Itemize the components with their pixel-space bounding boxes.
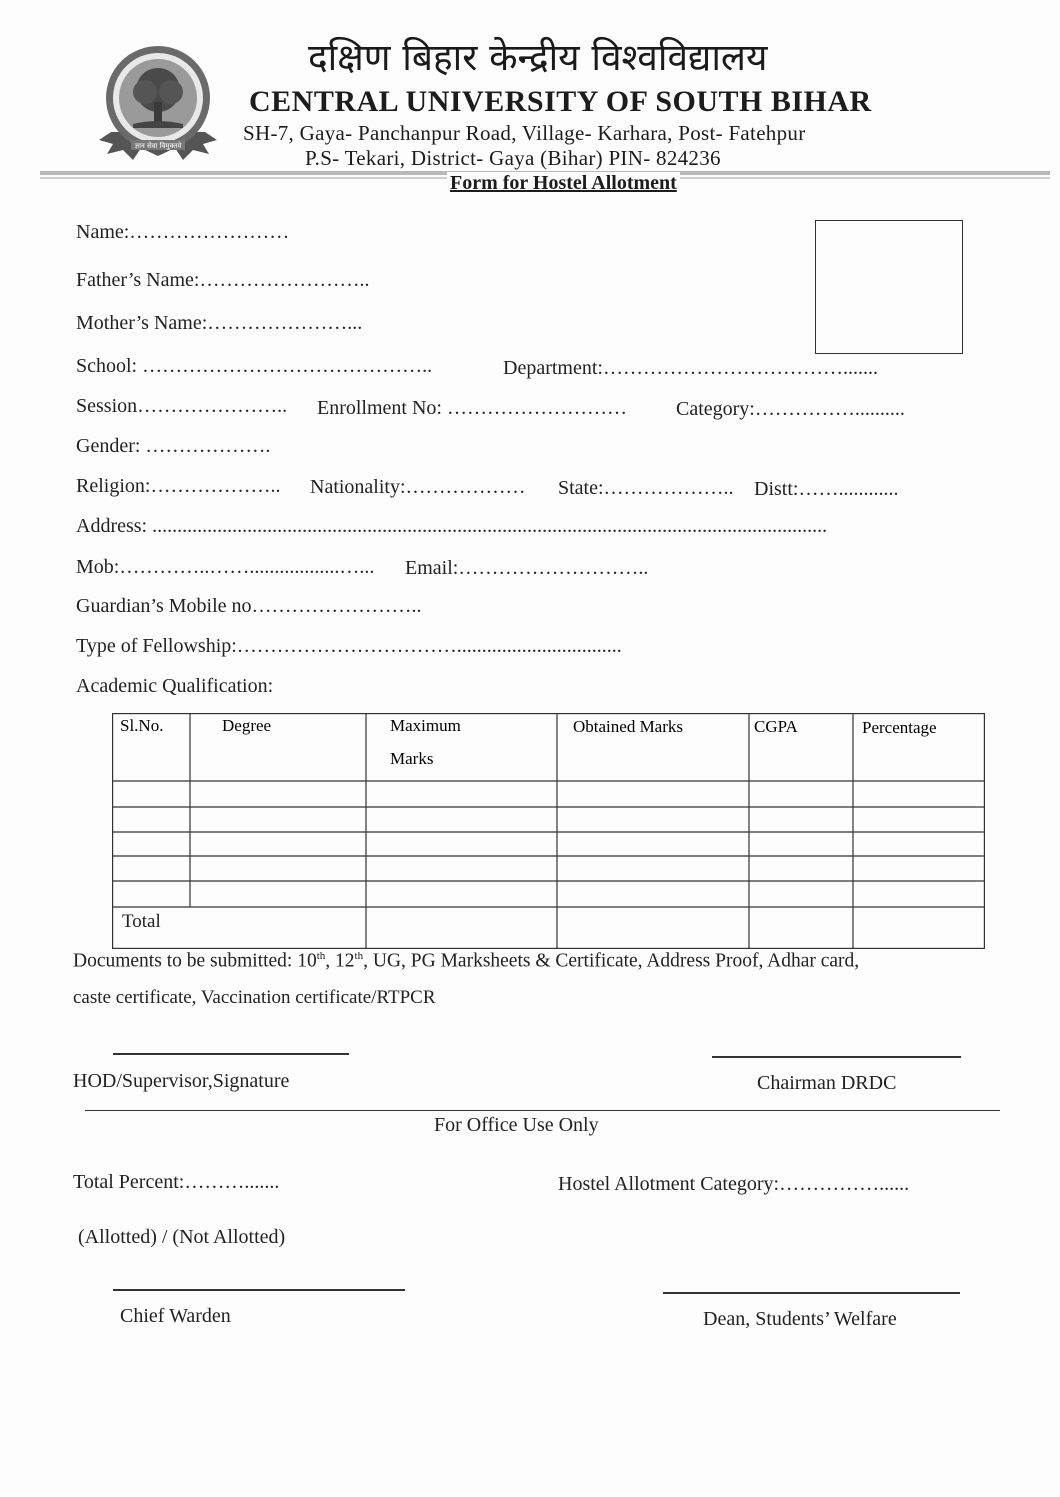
header-maximum: Maximum [390, 716, 461, 735]
office-use-label: For Office Use Only [434, 1114, 599, 1136]
hostel-category-field[interactable]: Hostel Allotment Category:……………...... [558, 1173, 910, 1195]
photo-box[interactable] [815, 220, 963, 354]
enrollment-field[interactable]: Enrollment No: ……………………… [317, 397, 627, 419]
university-name-english: CENTRAL UNIVERSITY OF SOUTH BIHAR [249, 85, 872, 118]
form-title: Form for Hostel Allotment [447, 172, 680, 195]
distt-field[interactable]: Distt:……............ [754, 478, 899, 500]
mobile-field[interactable]: Mob:…………..……..................…... [76, 556, 375, 578]
header-cgpa: CGPA [754, 717, 798, 736]
session-field[interactable]: Session………………….. [76, 395, 288, 417]
state-field[interactable]: State:……………….. [558, 477, 734, 499]
university-name-hindi: दक्षिण बिहार केन्द्रीय विश्वविद्यालय [308, 36, 768, 79]
chairman-signature-line[interactable] [712, 1056, 961, 1058]
hod-signature-line[interactable] [113, 1053, 349, 1055]
hod-signature-label: HOD/Supervisor,Signature [73, 1070, 290, 1092]
qualification-table [112, 713, 985, 949]
documents-line-2: caste certificate, Vaccination certificate/RTPCR [73, 987, 436, 1008]
address-field[interactable]: Address: ....................................................................................................................................... [76, 515, 828, 537]
chief-warden-label: Chief Warden [120, 1305, 231, 1327]
mother-name-field[interactable]: Mother’s Name:…………………... [76, 312, 363, 334]
address-line-1: SH-7, Gaya- Panchanpur Road, Village- Karhara, Post- Fatehpur [243, 121, 806, 145]
dean-signature-line[interactable] [663, 1292, 960, 1294]
fellowship-field[interactable]: Type of Fellowship:……………………………................................. [76, 635, 622, 657]
category-field[interactable]: Category:…………….......... [676, 398, 905, 420]
religion-field[interactable]: Religion:……………….. [76, 475, 281, 497]
header-marks: Marks [390, 749, 434, 768]
chairman-label: Chairman DRDC [757, 1072, 897, 1094]
documents-line-1: Documents to be submitted: 10th, 12th, UG, PG Marksheets & Certificate, Address Proof, Adhar card, [73, 950, 860, 972]
dean-label: Dean, Students’ Welfare [703, 1308, 897, 1330]
header-percentage: Percentage [862, 718, 937, 737]
department-field[interactable]: Department:………………………………....... [503, 357, 878, 379]
total-percent-field[interactable]: Total Percent:………....... [73, 1171, 280, 1193]
name-field[interactable]: Name:…………………… [76, 221, 290, 243]
address-line-2: P.S- Tekari, District- Gaya (Bihar) PIN- 824236 [305, 146, 721, 170]
chief-warden-signature-line[interactable] [113, 1289, 405, 1291]
logo-motto: ज्ञान सेवा विमुक्तये [134, 142, 182, 150]
total-label: Total [122, 911, 161, 932]
guardian-mobile-field[interactable]: Guardian’s Mobile no…………………….. [76, 595, 422, 617]
school-field[interactable]: School: …………………………………….. [76, 355, 433, 377]
allotment-status[interactable]: (Allotted) / (Not Allotted) [78, 1226, 286, 1248]
header-degree: Degree [222, 716, 272, 735]
office-use-divider [85, 1110, 1000, 1111]
university-logo [93, 40, 223, 170]
gender-field[interactable]: Gender: ………………. [76, 435, 271, 457]
header-obtained-marks: Obtained Marks [573, 717, 684, 736]
father-name-field[interactable]: Father’s Name:…………………….. [76, 269, 370, 291]
nationality-field[interactable]: Nationality:……………… [310, 476, 526, 498]
email-field[interactable]: Email:……………………….. [405, 557, 649, 579]
academic-qualification-label: Academic Qualification: [76, 675, 274, 697]
header-sl-no: Sl.No. [120, 716, 164, 735]
